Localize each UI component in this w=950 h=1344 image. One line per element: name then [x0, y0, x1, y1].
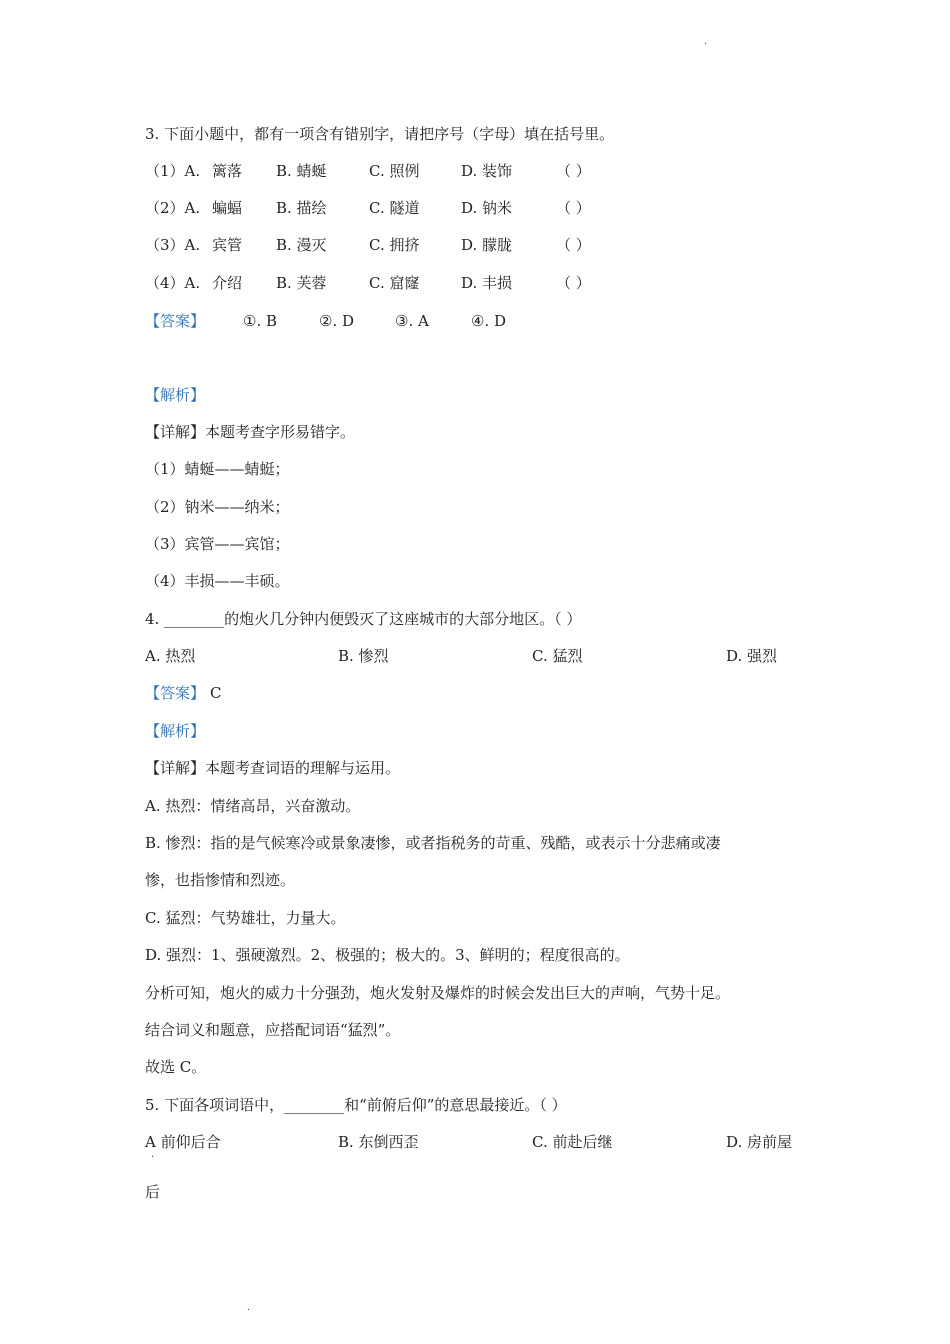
q3-option-a: 宾管	[212, 236, 243, 254]
q3-row-num: （2）A.	[145, 199, 201, 217]
q4-stem: 4. ________的炮火几分钟内便毁灭了这座城市的大部分地区。（ ）	[145, 610, 582, 628]
q3-answer-blank: （ ）	[556, 236, 591, 254]
q4-option-d: D. 强烈	[726, 647, 778, 665]
q3-answer-blank: （ ）	[556, 162, 591, 180]
q4-option-a: A. 热烈	[145, 647, 196, 665]
q3-option-b: B. 描绘	[276, 199, 327, 217]
correction-line: （1）蜻蜒——蜻蜓；	[145, 460, 290, 478]
answer-item: ①. B	[243, 312, 278, 330]
q3-option-c: C. 照例	[369, 162, 420, 180]
q3-option-c: C. 拥挤	[369, 236, 420, 254]
top-dot: ·	[704, 39, 708, 50]
q3-option-d: D. 钠米	[461, 199, 513, 217]
analysis-tag: 【解析】	[145, 722, 206, 740]
q3-option-c: C. 隧道	[369, 199, 420, 217]
q3-answer-blank: （ ）	[556, 274, 591, 292]
q3-option-b: B. 蜻蜒	[276, 162, 327, 180]
answer-value: C	[210, 684, 222, 702]
q3-option-b: B. 漫灭	[276, 236, 327, 254]
correction-line: （4）丰损——丰硕。	[145, 572, 290, 590]
mid-dot: ·	[151, 1152, 155, 1163]
q3-option-c: C. 窟窿	[369, 274, 420, 292]
q5-option-d: D. 房前屋	[726, 1133, 793, 1151]
q3-stem: 3. 下面小题中，都有一项含有错别字，请把序号（字母）填在括号里。	[145, 125, 615, 143]
answer-item: ②. D	[319, 312, 355, 330]
q4-option-b: B. 惨烈	[338, 647, 389, 665]
q3-option-d: D. 丰损	[461, 274, 513, 292]
answer-item: ③. A	[395, 312, 429, 330]
q3-option-a: 蝙蝠	[212, 199, 243, 217]
q3-row-num: （4）A.	[145, 274, 201, 292]
answer-item: ④. D	[471, 312, 507, 330]
explanation-line: B. 惨烈：指的是气候寒冷或景象凄惨，或者指税务的苛重、残酷，或表示十分悲痛或凄	[145, 834, 721, 852]
explanation-line: 故选 C。	[145, 1058, 207, 1076]
bottom-dot: ·	[247, 1305, 251, 1316]
q3-row-num: （1）A.	[145, 162, 201, 180]
q5-option-c: C. 前赴后继	[532, 1133, 613, 1151]
q3-option-a: 篱落	[212, 162, 243, 180]
explanation-line: 分析可知，炮火的威力十分强劲，炮火发射及爆炸的时候会发出巨大的声响，气势十足。	[145, 984, 731, 1002]
explanation-line: C. 猛烈：气势雄壮，力量大。	[145, 909, 346, 927]
analysis-tag: 【解析】	[145, 386, 206, 404]
explanation-line: D. 强烈：1、强硬激烈。2、极强的；极大的。3、鲜明的；程度很高的。	[145, 946, 630, 964]
answer-tag: 【答案】	[145, 312, 206, 330]
q5-option-a: A 前仰后合	[145, 1133, 221, 1151]
answer-tag: 【答案】	[145, 684, 206, 702]
q5-stem: 5. 下面各项词语中，________和“前俯后仰”的意思最接近。（ ）	[145, 1096, 567, 1114]
q4-option-c: C. 猛烈	[532, 647, 583, 665]
q5-option-d-wrap: 后	[145, 1183, 161, 1201]
q3-option-a: 介绍	[212, 274, 243, 292]
correction-line: （2）钠米——纳米；	[145, 498, 290, 516]
q3-row-num: （3）A.	[145, 236, 201, 254]
q3-answer-blank: （ ）	[556, 199, 591, 217]
detail-line: 【详解】本题考查字形易错字。	[145, 423, 356, 441]
q3-option-d: D. 朦胧	[461, 236, 513, 254]
explanation-line: A. 热烈：情绪高昂，兴奋激动。	[145, 797, 361, 815]
correction-line: （3）宾管——宾馆；	[145, 535, 290, 553]
q5-option-b: B. 东倒西歪	[338, 1133, 419, 1151]
q3-option-b: B. 芙蓉	[276, 274, 327, 292]
q3-option-d: D. 装饰	[461, 162, 513, 180]
detail-line: 【详解】本题考查词语的理解与运用。	[145, 759, 401, 777]
explanation-line: 惨，也指惨情和烈迹。	[145, 871, 296, 889]
explanation-line: 结合词义和题意，应搭配词语“猛烈”。	[145, 1021, 401, 1039]
